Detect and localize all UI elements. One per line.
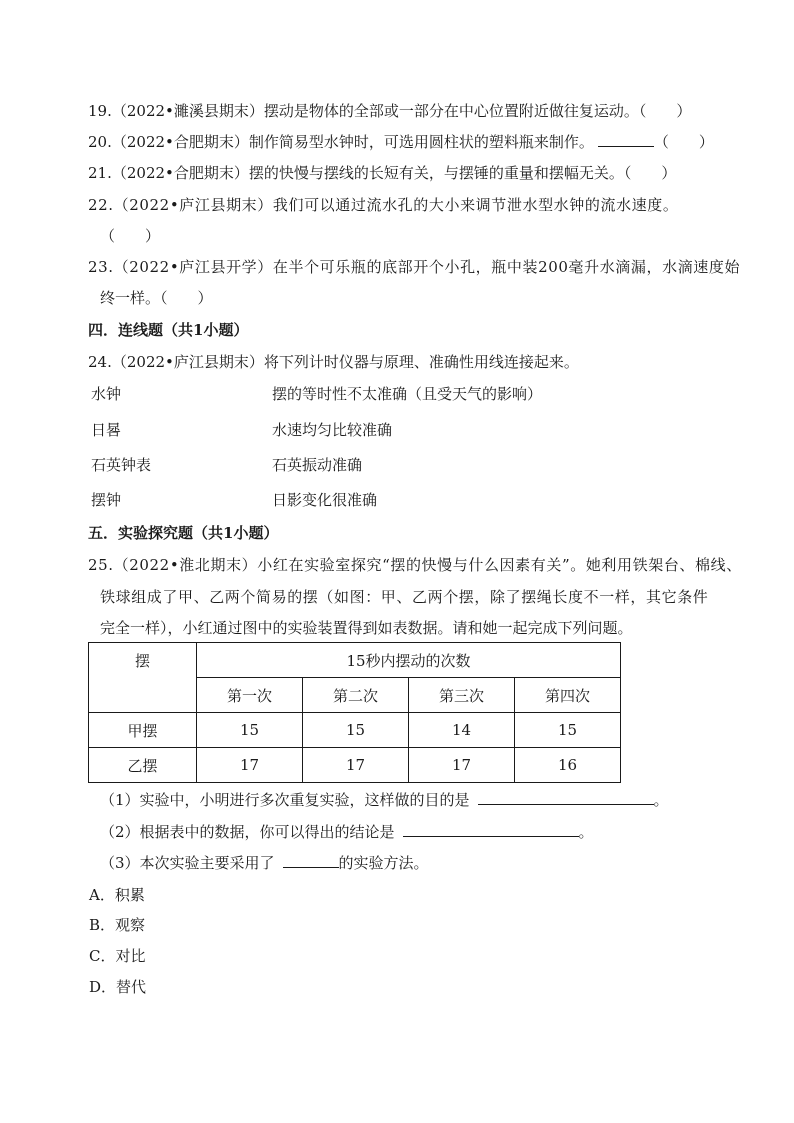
- question-24: 24.（2022•庐江县期末）将下列计时仪器与原理、准确性用线连接起来。: [88, 353, 579, 371]
- subquestion-3-end: 的实验方法。: [338, 854, 429, 872]
- subquestion-3: [100, 853, 429, 873]
- option-d[interactable]: D．替代: [89, 978, 147, 996]
- section-heading-experiment: 五．实验探究题（共1小题）: [88, 524, 279, 542]
- table-cell: 14: [409, 713, 515, 748]
- question-23-line2: 终一样。（ ）: [100, 289, 213, 307]
- question-21: 21.（2022•合肥期末）摆的快慢与摆线的长短有关，与摆锤的重量和摆幅无关。（ ）: [88, 164, 677, 182]
- subquestion-1-end: 。: [653, 791, 669, 809]
- question-23-line1: 23.（2022•庐江县开学）在半个可乐瓶的底部开个小孔，瓶中装200毫升水滴漏，水滴速度始: [88, 258, 741, 276]
- instrument-item: 水钟: [91, 385, 122, 403]
- question-22-line2: （ ）: [100, 227, 161, 245]
- subquestion-1: [100, 790, 669, 810]
- principle-item: 水速均匀比较准确: [272, 421, 393, 439]
- table-column-header: 第二次: [303, 678, 409, 713]
- question-25-line1: 25.（2022•淮北期末）小红在实验室探究“摆的快慢与什么因素有关”。她利用铁架台、棉线、: [88, 556, 742, 574]
- option-c[interactable]: C．对比: [89, 947, 146, 965]
- table-cell: 15: [515, 713, 621, 748]
- table-cell: 15: [197, 713, 303, 748]
- question-22-line1: 22.（2022•庐江县期末）我们可以通过流水孔的大小来调节泄水型水钟的流水速度。: [88, 196, 679, 214]
- instrument-item: 石英钟表: [91, 456, 152, 474]
- question-19: 19.（2022•濉溪县期末）摆动是物体的全部或一部分在中心位置附近做往复运动。（ ）: [88, 102, 692, 120]
- table-cell: 17: [197, 748, 303, 783]
- subquestion-2: [100, 822, 594, 842]
- subquestion-3-text: （3）本次实验主要采用了: [100, 854, 275, 872]
- table-cell: 17: [409, 748, 515, 783]
- table-row-label: 甲摆: [89, 713, 197, 748]
- table-group-header: 15秒内摆动的次数: [197, 643, 621, 678]
- instrument-item: 日晷: [91, 421, 122, 439]
- table-corner-header: 摆: [89, 643, 197, 713]
- answer-blank[interactable]: [598, 132, 654, 147]
- option-b[interactable]: B．观察: [89, 916, 146, 934]
- option-a[interactable]: A．积累: [89, 886, 145, 904]
- question-20-bracket: （ ）: [653, 133, 714, 151]
- answer-blank[interactable]: [478, 790, 654, 805]
- table-row-label: 乙摆: [89, 748, 197, 783]
- question-20: [88, 132, 714, 152]
- data-table: [88, 642, 621, 783]
- table-row: [89, 713, 621, 748]
- table-column-header: 第三次: [409, 678, 515, 713]
- answer-blank[interactable]: [403, 822, 579, 837]
- table-column-header: 第一次: [197, 678, 303, 713]
- answer-blank[interactable]: [283, 853, 339, 868]
- subquestion-1-text: （1）实验中，小明进行多次重复实验，这样做的目的是: [100, 791, 470, 809]
- instrument-item: 摆钟: [91, 491, 122, 509]
- question-20-text: 20.（2022•合肥期末）制作简易型水钟时，可选用圆柱状的塑料瓶来制作。: [88, 133, 594, 151]
- subquestion-2-text: （2）根据表中的数据，你可以得出的结论是: [100, 823, 395, 841]
- table-column-header: 第四次: [515, 678, 621, 713]
- table-cell: 17: [303, 748, 409, 783]
- subquestion-2-end: 。: [578, 823, 594, 841]
- principle-item: 日影变化很准确: [272, 491, 378, 509]
- principle-item: 石英振动准确: [272, 456, 363, 474]
- table-cell: 16: [515, 748, 621, 783]
- principle-item: 摆的等时性不太准确（且受天气的影响）: [272, 385, 543, 403]
- table-cell: 15: [303, 713, 409, 748]
- question-25-line2: 铁球组成了甲、乙两个简易的摆（如图：甲、乙两个摆，除了摆绳长度不一样，其它条件: [100, 588, 709, 606]
- table-row: [89, 748, 621, 783]
- section-heading-matching: 四．连线题（共1小题）: [88, 321, 249, 339]
- question-25-line3: 完全一样），小红通过图中的实验装置得到如表数据。请和她一起完成下列问题。: [100, 619, 633, 637]
